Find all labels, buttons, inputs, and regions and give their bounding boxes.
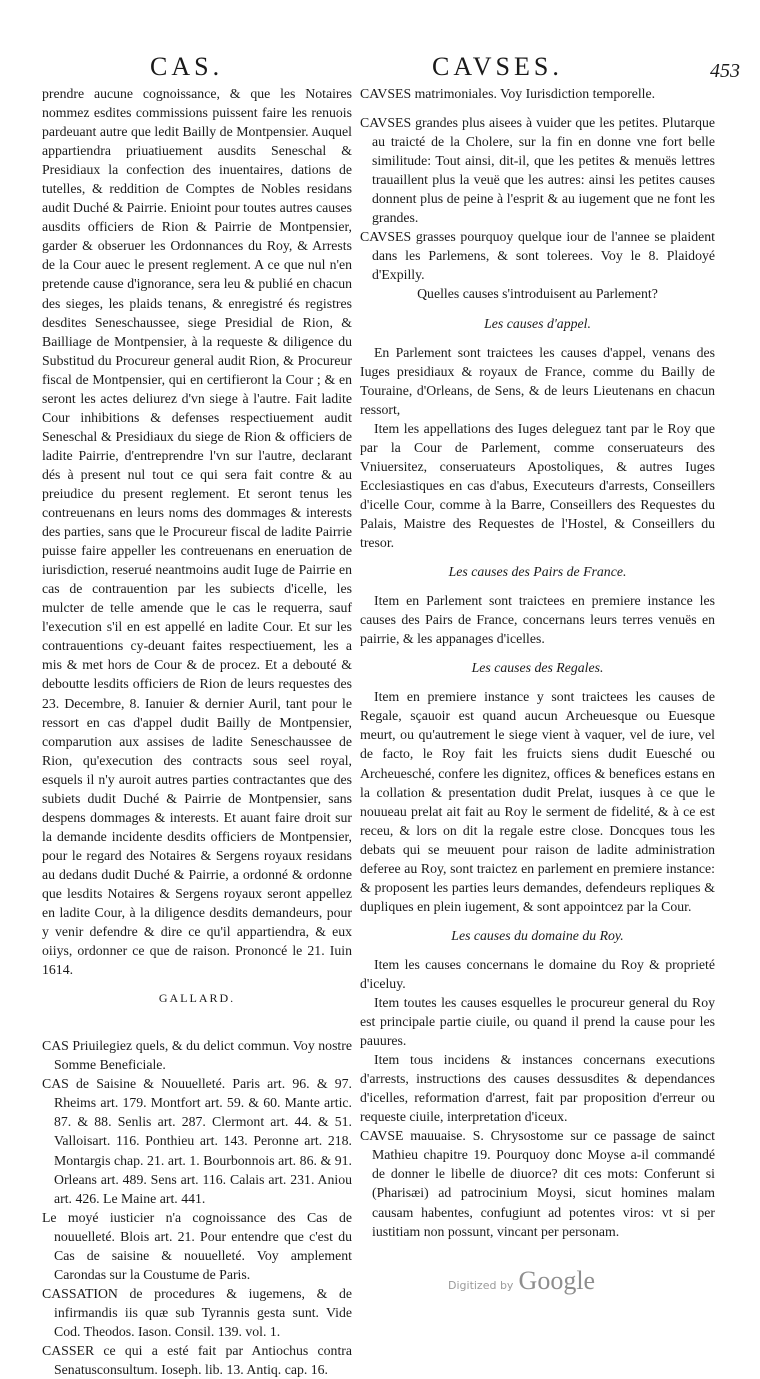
paragraph-regales: Item en premiere instance y sont traictees les causes de Regale, sçauoir est quand aucun Archeuesque ou Euesque meurt, ou qu'autrement le siege vient à vaquer, vel de iure, vel de facto, le Roy fait les fruicts siens dudit Euesché ou Archeuesché, confere les dignitez, offices & benefices estans en la collation & presentation dudit Prelat, iusques à ce que le nouueau prelat ait fait au Roy le serment de fidelité, & à ce est receu, & lors on dit la regale estre close. Doncques tous les debats qui se meuuent pour raison de ladite administration deferee au Roy, sont traictez en parlement en premiere instance: & proposent les parties leurs demandes, defendeurs repliques & dupliques en plein iugement, & sont appointcez par la Cour.	[360, 689, 715, 914]
decree-paragraph: prendre aucune cognoissance, & que les Notaires nommez esdites commissions puissent faire les renuois pardeuant autre que ledit Bailly de Montpensier. Auquel appartiendra priuatiuement ausdits Seneschal & Presidiaux la confection des inuentaires, dations de tutelles, & reddition de Comptes de Nobles residans audit Duché & Pairrie. Enioint pour toutes autres causes ausdits officiers de Rion & Pairrie de Montpensier, garder & obseruer les Ordonnances du Roy, & Arrests de la Cour auec le present reglement. A ce que nul n'en pretende cause d'ignorance, sera leu & publié en chacun des sieges, les plaids tenans, & enregistré és registres desdites Seneschaussee, siege Presidial de Rion, & Bailliage de Montpensier, à la requeste & diligence du Substitud du Procureur general audit Rion, & Procureur fiscal de Montpensier, qui en certifieront la Cour ; & en seront les actes deliurez d'vn siege à l'autre. Fait ladite Cour inhibitions & defenses respectiuement audit Seneschal & Presidiaux du siege de Rion & officiers de ladite Pairrie, d'entreprendre l'vn sur l'autre, declarant dés à present nul tout ce qui sera fait contre & au preiudice du present reglement. Et seront tenus les contreuenans en leurs noms des dommages & interests des parties, sans que le Procureur fiscal de ladite Pairrie puisse faire appeller les contreuenans en eneruation de iurisdiction, reserué neantmoins audit Iuge de Pairrie en cas de contrauention par les subiects d'icelle, les mulcter de telle amende que le cas le requerra, sauf l'execution s'il en est appellé en ladite Cour. Et sur les contrauentions cy-deuant faites respectiuement, les a mis & met hors de Cour & de procez. Et a debouté & deboutte lesdits officiers de Rion de leurs requestes des 23. Decembre, 8. Ianuier & dernier Auril, tant pour le ressort en cas d'appel dudit Bailly de Montpensier, comparution aux assises de ladite Seneschaussee de Rion, qu'execution des contracts sous seel royal, esquels il n'y auroit autres parties contractantes que des subiets dudit Duché & Pairrie de Montpensier, sans despens dommages & interests. Et auant faire droit sur la demande incidente desdits officiers de Montpensier, pour le regard des Notaires & Sergens royaux residans au dedans dudit Duché & Pairrie, a ordonné & ordonne que lesdits Notaires & Sergens royaux seront appellez en ladite Cour, à la diligence desdits demandeurs, pour y venir defendre & dire ce qu'il appartiendra, & eux oiiys, ordonner ce que de raison. Prononcé le 21. Iuin 1614.	[42, 86, 352, 978]
entry-casser: CASSER ce qui a esté fait par Antiochus contra Senatusconsultum. Ioseph. lib. 13. Antiq. cap. 16.	[42, 1343, 352, 1378]
digitized-watermark	[448, 1266, 595, 1296]
entry-cas-saisine: CAS de Saisine & Nouuelleté. Paris art. 96. & 97. Rheims art. 179. Montfort art. 59. & 60. Mante artic. 87. & 88. Senlis art. 287. Clermont art. 44. & 51. Valloisart. 116. Ponthieu art. 143. Peronne art. 218. Montargis chap. 21. art. 1. Bourbonnois art. 86. & 91. Orleans art. 489. Sens art. 116. Calais art. 231. Aniou art. 426. Le Maine art. 441.	[42, 1076, 352, 1206]
entry-moyen-iusticier: Le moyé iusticier n'a cognoissance des Cas de nouuelleté. Blois art. 21. Pour entendre que c'est du Cas de saisine & nouuelleté. Voy amplement Carondas sur la Coustume de Paris.	[42, 1209, 352, 1282]
paragraph-appellations: Item les appellations des Iuges deleguez tant par le Roy que par la Cour de Parlement, comme conseruateurs des Vniuersitez, conseruateurs Apostoliques, & autres Iuges Ecclesiastiques en cas d'abus, Executeurs d'arrests, Conseillers d'icelle Cour, comme à la Barre, Conseillers des Requestes du Palais, Maistre des Requestes de l'Hostel, & Conseillers du tresor.	[360, 420, 715, 551]
section-causes-appel: Les causes d'appel.	[484, 315, 591, 331]
left-column	[42, 84, 352, 1379]
section-domaine-du-roy: Les causes du domaine du Roy.	[451, 927, 624, 943]
google-logo: Google	[518, 1266, 596, 1295]
entry-cassation: CASSATION de procedures & iugemens, & de infirmandis iis quæ sub Tyrannis gesta sunt. Vide Cod. Theodos. Iason. Consil. 139. vol. 1.	[42, 1285, 352, 1339]
question-heading: Quelles causes s'introduisent au Parlement?	[417, 286, 658, 302]
entry-causes-grasses: CAVSES grasses pourquoy quelque iour de l'annee se plaident dans les Parlemens, & sont tolerees. Voy le 8. Plaidoyé d'Expilly.	[360, 229, 715, 283]
entry-cause-mauuaise: CAVSE mauuaise. S. Chrysostome sur ce passage de sainct Mathieu chapitre 19. Pourquoy donc Moyse a-il commandé de donner le libelle de diuorce? dit ces mots: Conferunt si (Pharisæi) ad patrocinium Moysi, sicut homines malam causam habentes, confugiunt ad potentes viros: vt si per iustitiam non possunt, vincant per personam.	[360, 1128, 715, 1239]
paragraph-appel: En Parlement sont traictees les causes d'appel, venans des Iuges presidiaux & royaux de France, comme du Bailly de Touraine, d'Orleans, de Sens, & de leurs Lieutenans en chacun ressort,	[360, 344, 715, 417]
right-running-head: CAVSES.	[432, 52, 563, 81]
page-number: 453	[710, 60, 740, 82]
section-pairs-de-france: Les causes des Pairs de France.	[448, 564, 627, 580]
section-regales: Les causes des Regales.	[471, 660, 604, 676]
digitized-by-text: Digitized by	[448, 1279, 514, 1292]
signature: GALLARD.	[158, 991, 236, 1006]
left-running-head: CAS.	[150, 52, 224, 81]
right-column	[360, 84, 715, 1241]
paragraph-procureur: Item toutes les causes esquelles le procureur general du Roy est principale partie ciuile, ou quand il prend la cause pour les pauures.	[360, 995, 715, 1049]
entry-causes-grandes: CAVSES grandes plus aisees à vuider que les petites. Plutarque au traicté de la Cholere, sur la fin en donne vne fort belle similitude: Tout ainsi, dit-il, que les petites & menuës lettres trauaillent plus la veuë que les autres: ainsi les petites causes donnent plus de peine à l'esprit & au iugement que ne font les grandes.	[360, 115, 715, 226]
entry-cas-priuilegiez: CAS Priuilegiez quels, & du delict commun. Voy nostre Somme Beneficiale.	[42, 1038, 352, 1073]
entry-causes-matrimoniales: CAVSES matrimoniales. Voy Iurisdiction temporelle.	[360, 86, 656, 101]
paragraph-pairs: Item en Parlement sont traictees en premiere instance les causes des Pairs de France, concernans leurs terres venuës en pairrie, & les appanages d'icelles.	[360, 593, 715, 647]
paragraph-incidens: Item tous incidens & instances concernans executions d'arrests, instructions des causes dessusdites & dependances d'icelles, reformation d'arrest, fait par proposition d'erreur ou requeste ciuile, interpretation d'iceux.	[360, 1052, 715, 1125]
paragraph-domaine: Item les causes concernans le domaine du Roy & proprieté d'iceluy.	[360, 956, 715, 991]
